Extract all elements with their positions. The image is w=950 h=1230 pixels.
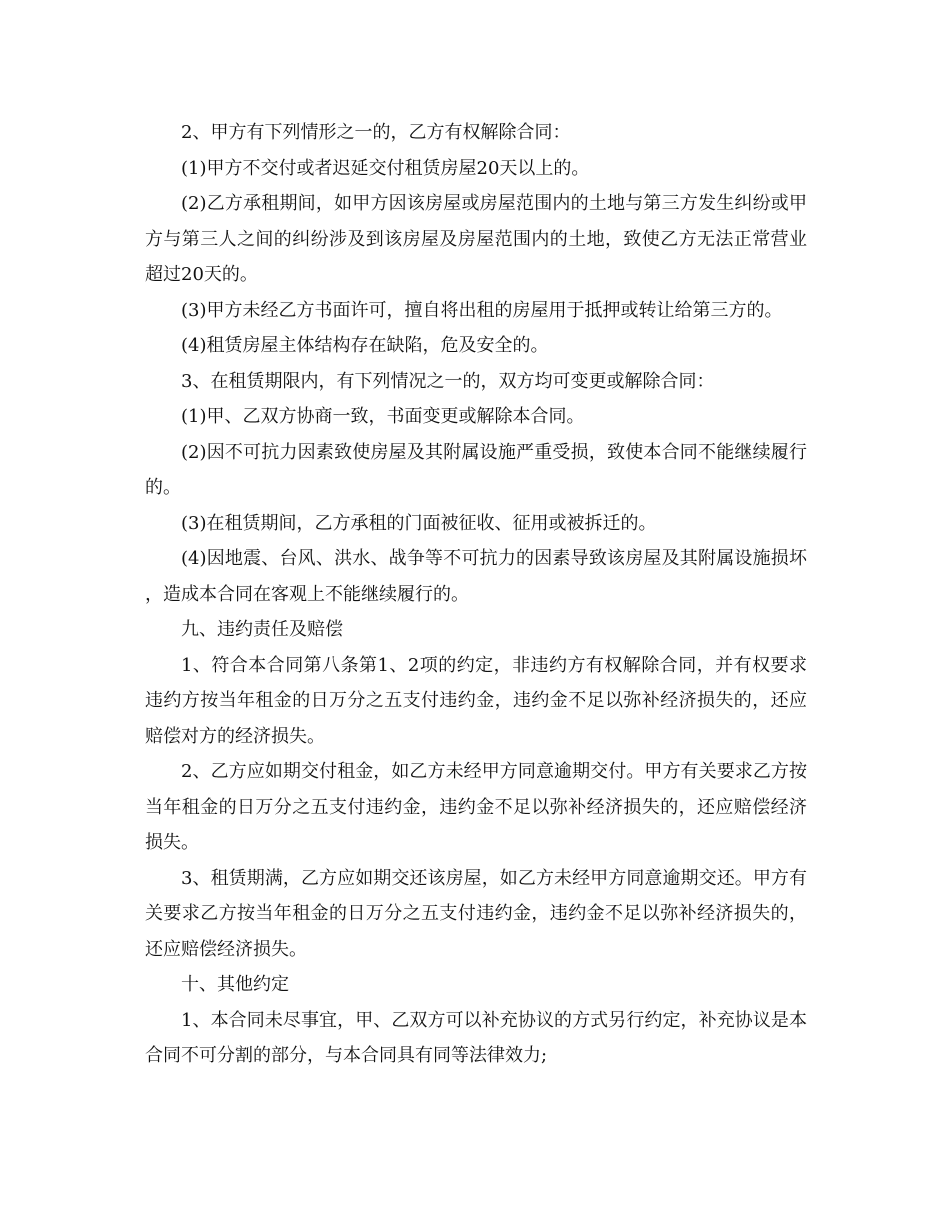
clause-2-item-4: (4)租赁房屋主体结构存在缺陷，危及安全的。 [181,335,549,356]
section-10-heading: 十、其他约定 [181,974,289,995]
document-body [145,115,807,1074]
section-9-clause-3: 3、租赁期满，乙方应如期交还该房屋，如乙方未经甲方同意逾期交还。甲方有关要求乙方按当年租金的日万分之五支付违约金，违约金不足以弥补经济损失的，还应赔偿经济损失。 [145,867,807,960]
clause-2-item-3: (3)甲方未经乙方书面许可，擅自将出租的房屋用于抵押或转让给第三方的。 [181,299,783,321]
clause-2-item-1: (1)甲方不交付或者迟延交付租赁房屋20天以上的。 [181,157,590,179]
clause-3-item-1: (1)甲、乙双方协商一致，书面变更或解除本合同。 [181,406,585,427]
section-9-clause-2: 2、乙方应如期交付租金，如乙方未经甲方同意逾期交付。甲方有关要求乙方按当年租金的日万分之五支付违约金，违约金不足以弥补经济损失的，还应赔偿经济损失。 [145,761,807,853]
clause-2-item-2: (2)乙方承租期间，如甲方因该房屋或房屋范围内的土地与第三方发生纠纷或甲方与第三人之间的纠纷涉及到该房屋及房屋范围内的土地，致使乙方无法正常营业超过20天的。 [145,193,807,285]
section-9-clause-1: 1、符合本合同第八条第1、2项的约定，非违约方有权解除合同，并有权要求违约方按当年租金的日万分之五支付违约金，违约金不足以弥补经济损失的，还应赔偿对方的经济损失。 [145,654,807,747]
clause-3-item-3: (3)在租赁期间，乙方承租的门面被征收、征用或被拆迁的。 [181,512,657,534]
clause-3-change-or-termination: 3、在租赁期限内，有下列情况之一的，双方均可变更或解除合同： [181,370,715,392]
clause-3-item-4: (4)因地震、台风、洪水、战争等不可抗力的因素导致该房屋及其附属设施损坏，造成本合同在客观上不能继续履行的。 [145,548,807,605]
clause-2-termination-by-party-b: 2、甲方有下列情形之一的，乙方有权解除合同： [181,122,571,143]
clause-3-item-2: (2)因不可抗力因素致使房屋及其附属设施严重受损，致使本合同不能继续履行的。 [145,441,807,498]
section-10-clause-1: 1、本合同未尽事宜，甲、乙双方可以补充协议的方式另行约定，补充协议是本合同不可分割的部分，与本合同具有同等法律效力; [145,1009,807,1066]
section-9-heading: 九、违约责任及赔偿 [181,619,343,640]
